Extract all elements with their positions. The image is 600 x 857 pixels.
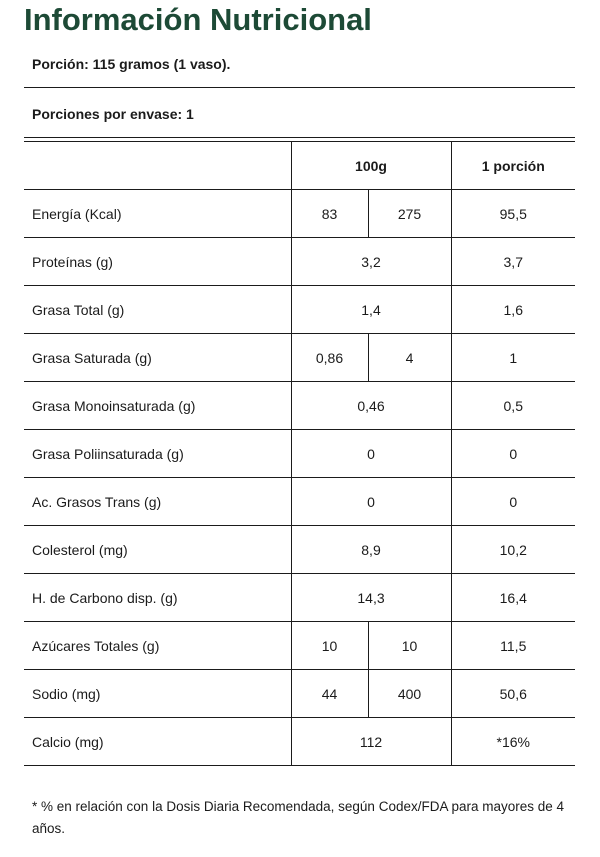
table-row [24, 430, 575, 478]
row-value-1: 44 [291, 670, 368, 718]
row-portion: 3,7 [451, 238, 575, 286]
row-value: 3,2 [291, 238, 451, 286]
row-portion: *16% [451, 718, 575, 766]
row-portion: 0 [451, 430, 575, 478]
row-label: Energía (Kcal) [24, 190, 291, 238]
table-row [24, 526, 575, 574]
page-title: Información Nutricional [24, 2, 372, 37]
nutrition-table [24, 141, 575, 766]
row-label: Proteínas (g) [24, 238, 291, 286]
row-value-1: 0,86 [291, 334, 368, 382]
row-value-2: 10 [368, 622, 451, 670]
table-row [24, 670, 575, 718]
row-portion: 50,6 [451, 670, 575, 718]
row-portion: 95,5 [451, 190, 575, 238]
row-label: Ac. Grasos Trans (g) [24, 478, 291, 526]
row-value: 112 [291, 718, 451, 766]
row-label: Colesterol (mg) [24, 526, 291, 574]
row-portion: 10,2 [451, 526, 575, 574]
row-value: 14,3 [291, 574, 451, 622]
table-row [24, 478, 575, 526]
row-value-2: 275 [368, 190, 451, 238]
table-row [24, 286, 575, 334]
row-value: 1,4 [291, 286, 451, 334]
row-portion: 0,5 [451, 382, 575, 430]
header-100g: 100g [291, 142, 451, 190]
table-row [24, 382, 575, 430]
row-label: Grasa Saturada (g) [24, 334, 291, 382]
row-portion: 0 [451, 478, 575, 526]
row-label: Calcio (mg) [24, 718, 291, 766]
table-header-row [24, 142, 575, 190]
header-blank-cell [24, 142, 291, 190]
row-value-2: 400 [368, 670, 451, 718]
table-row [24, 190, 575, 238]
row-label: Grasa Poliinsaturada (g) [24, 430, 291, 478]
table-row [24, 238, 575, 286]
footnote: * % en relación con la Dosis Diaria Recomendada, según Codex/FDA para mayores de 4 años. [32, 799, 565, 836]
row-value-2: 4 [368, 334, 451, 382]
row-label: Sodio (mg) [24, 670, 291, 718]
row-value: 0,46 [291, 382, 451, 430]
row-value-1: 83 [291, 190, 368, 238]
table-row [24, 718, 575, 766]
table-row [24, 574, 575, 622]
row-label: Grasa Monoinsaturada (g) [24, 382, 291, 430]
portion-info: Porción: 115 gramos (1 vaso). [24, 40, 575, 88]
row-label: Azúcares Totales (g) [24, 622, 291, 670]
row-value-1: 10 [291, 622, 368, 670]
row-portion: 11,5 [451, 622, 575, 670]
row-label: H. de Carbono disp. (g) [24, 574, 291, 622]
servings-info: Porciones por envase: 1 [24, 90, 575, 138]
row-value: 0 [291, 430, 451, 478]
table-row [24, 622, 575, 670]
row-portion: 1 [451, 334, 575, 382]
row-label: Grasa Total (g) [24, 286, 291, 334]
table-row [24, 334, 575, 382]
header-portion: 1 porción [451, 142, 575, 190]
row-value: 0 [291, 478, 451, 526]
row-portion: 1,6 [451, 286, 575, 334]
row-portion: 16,4 [451, 574, 575, 622]
row-value: 8,9 [291, 526, 451, 574]
